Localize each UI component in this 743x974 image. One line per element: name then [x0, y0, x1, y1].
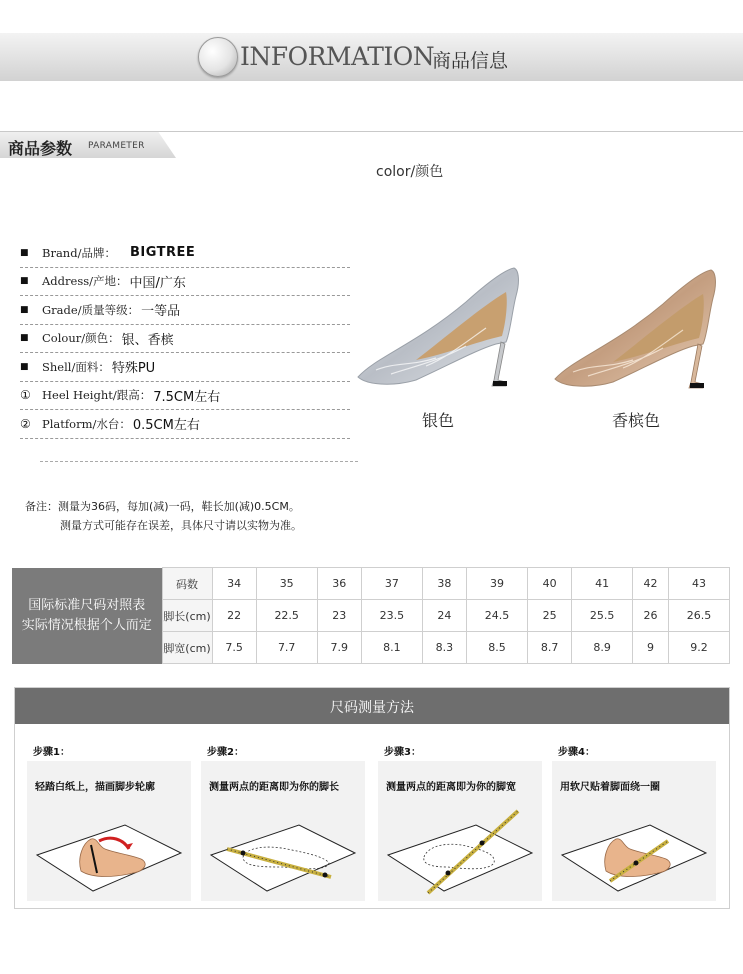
table-cell: 35 [256, 568, 317, 600]
spec-row-brand [20, 239, 350, 268]
table-cell: 26 [633, 600, 669, 632]
step-description: 轻踏白纸上，描画脚步轮廓 [35, 782, 155, 793]
spec-list [20, 239, 350, 439]
measurement-header [15, 688, 729, 724]
table-cell: 8.9 [572, 632, 633, 664]
table-cell: 24 [422, 600, 466, 632]
spec-label: Colour/颜色： [42, 331, 120, 346]
spec-row-address [20, 268, 350, 297]
step-heading: 步骤1： [33, 747, 70, 758]
bullet-icon: ■ [20, 304, 29, 315]
row-label: 码数 [162, 568, 212, 600]
measurement-guide [14, 687, 730, 909]
info-banner [0, 33, 743, 81]
spec-value: 中国/广东 [129, 275, 186, 291]
bullet-icon: ■ [20, 276, 29, 287]
spec-row-platform [20, 410, 350, 439]
foot-outline-illustration [33, 797, 185, 895]
measure-step-1 [33, 743, 193, 793]
spec-label: Heel Height/跟高： [42, 388, 152, 403]
step-description: 用软尺贴着脚面绕一圈 [560, 782, 660, 793]
color-title: color/颜色 [376, 164, 444, 180]
table-cell: 25.5 [572, 600, 633, 632]
table-cell: 41 [572, 568, 633, 600]
size-chart-table [12, 567, 730, 664]
banner-subtitle: 商品信息 [432, 50, 509, 72]
table-cell: 24.5 [467, 600, 528, 632]
spec-value: 0.5CM左右 [132, 418, 200, 434]
banner-circle-icon [198, 37, 238, 77]
foot-length-illustration [207, 797, 359, 895]
bullet-icon: ■ [20, 247, 29, 258]
measure-step-3 [384, 743, 544, 793]
step-heading: 步骤2： [207, 747, 244, 758]
table-cell: 37 [361, 568, 422, 600]
step-description: 测量两点的距离即为你的脚宽 [386, 782, 516, 793]
spec-value: 银、香槟 [121, 332, 174, 348]
spec-row-shell [20, 353, 350, 382]
size-chart-heading [12, 568, 162, 664]
spec-row-grade [20, 296, 350, 325]
table-cell: 42 [633, 568, 669, 600]
table-cell: 26.5 [668, 600, 729, 632]
table-cell: 23.5 [361, 600, 422, 632]
spec-row-colour [20, 325, 350, 354]
table-cell: 38 [422, 568, 466, 600]
table-cell: 34 [212, 568, 256, 600]
foot-width-illustration [384, 797, 536, 895]
table-cell: 7.5 [212, 632, 256, 664]
table-cell: 23 [317, 600, 361, 632]
size-note [25, 497, 302, 535]
spec-label: Shell/面料： [42, 359, 110, 374]
circled-one-icon: ① [20, 388, 31, 403]
step-heading: 步骤4： [558, 747, 595, 758]
measure-step-2 [207, 743, 367, 793]
silver-label: 银色 [422, 411, 455, 430]
spec-divider [40, 461, 358, 462]
table-cell: 40 [527, 568, 571, 600]
table-cell: 8.3 [422, 632, 466, 664]
step-description: 测量两点的距离即为你的脚长 [209, 782, 339, 793]
measure-step-4 [558, 743, 718, 793]
step-panel [552, 761, 716, 901]
size-chart-heading-line1: 国际标准尺码对照表 [28, 597, 146, 613]
note-line-2: 测量方式可能存在误差，具体尺寸请以实物为准。 [60, 519, 302, 532]
bullet-icon: ■ [20, 361, 29, 372]
step-panel [378, 761, 542, 901]
foot-circumference-illustration [558, 797, 710, 895]
spec-row-heel-height [20, 382, 350, 411]
table-cell: 9.2 [668, 632, 729, 664]
spec-label: Address/产地： [42, 274, 128, 289]
champagne-label: 香槟色 [612, 411, 661, 430]
spec-value: 7.5CM左右 [153, 389, 221, 405]
table-cell: 25 [527, 600, 571, 632]
size-chart-heading-line2: 实际情况根据个人而定 [21, 617, 152, 633]
table-cell: 8.7 [527, 632, 571, 664]
parameter-subtitle: PARAMETER [88, 141, 145, 151]
table-cell: 7.9 [317, 632, 361, 664]
table-cell: 8.1 [361, 632, 422, 664]
table-row [12, 568, 730, 600]
spec-label: Platform/水台： [42, 416, 131, 431]
step-panel [201, 761, 365, 901]
step-panel [27, 761, 191, 901]
table-cell: 36 [317, 568, 361, 600]
table-cell: 22.5 [256, 600, 317, 632]
table-cell: 43 [668, 568, 729, 600]
table-cell: 9 [633, 632, 669, 664]
circled-two-icon: ② [20, 416, 31, 431]
measurement-title: 尺码测量方法 [330, 700, 414, 716]
parameter-divider [0, 131, 743, 132]
spec-label: Brand/品牌： [42, 245, 116, 260]
table-cell: 22 [212, 600, 256, 632]
spec-label: Grade/质量等级： [42, 302, 140, 317]
spec-value: 特殊PU [111, 361, 156, 377]
parameter-title: 商品参数 [8, 139, 73, 158]
spec-value: BIGTREE [129, 245, 196, 261]
table-cell: 7.7 [256, 632, 317, 664]
banner-title: INFORMATION [240, 42, 435, 71]
table-cell: 39 [467, 568, 528, 600]
row-label: 脚宽(cm) [162, 632, 212, 664]
bullet-icon: ■ [20, 333, 29, 344]
step-heading: 步骤3： [384, 747, 421, 758]
champagne-pump-image [553, 264, 721, 394]
spec-value: 一等品 [141, 304, 181, 320]
row-label: 脚长(cm) [162, 600, 212, 632]
note-line-1: 备注：测量为36码，每加(减)一码，鞋长加(减)0.5CM。 [25, 500, 300, 513]
silver-pump-image [356, 262, 524, 392]
table-cell: 8.5 [467, 632, 528, 664]
